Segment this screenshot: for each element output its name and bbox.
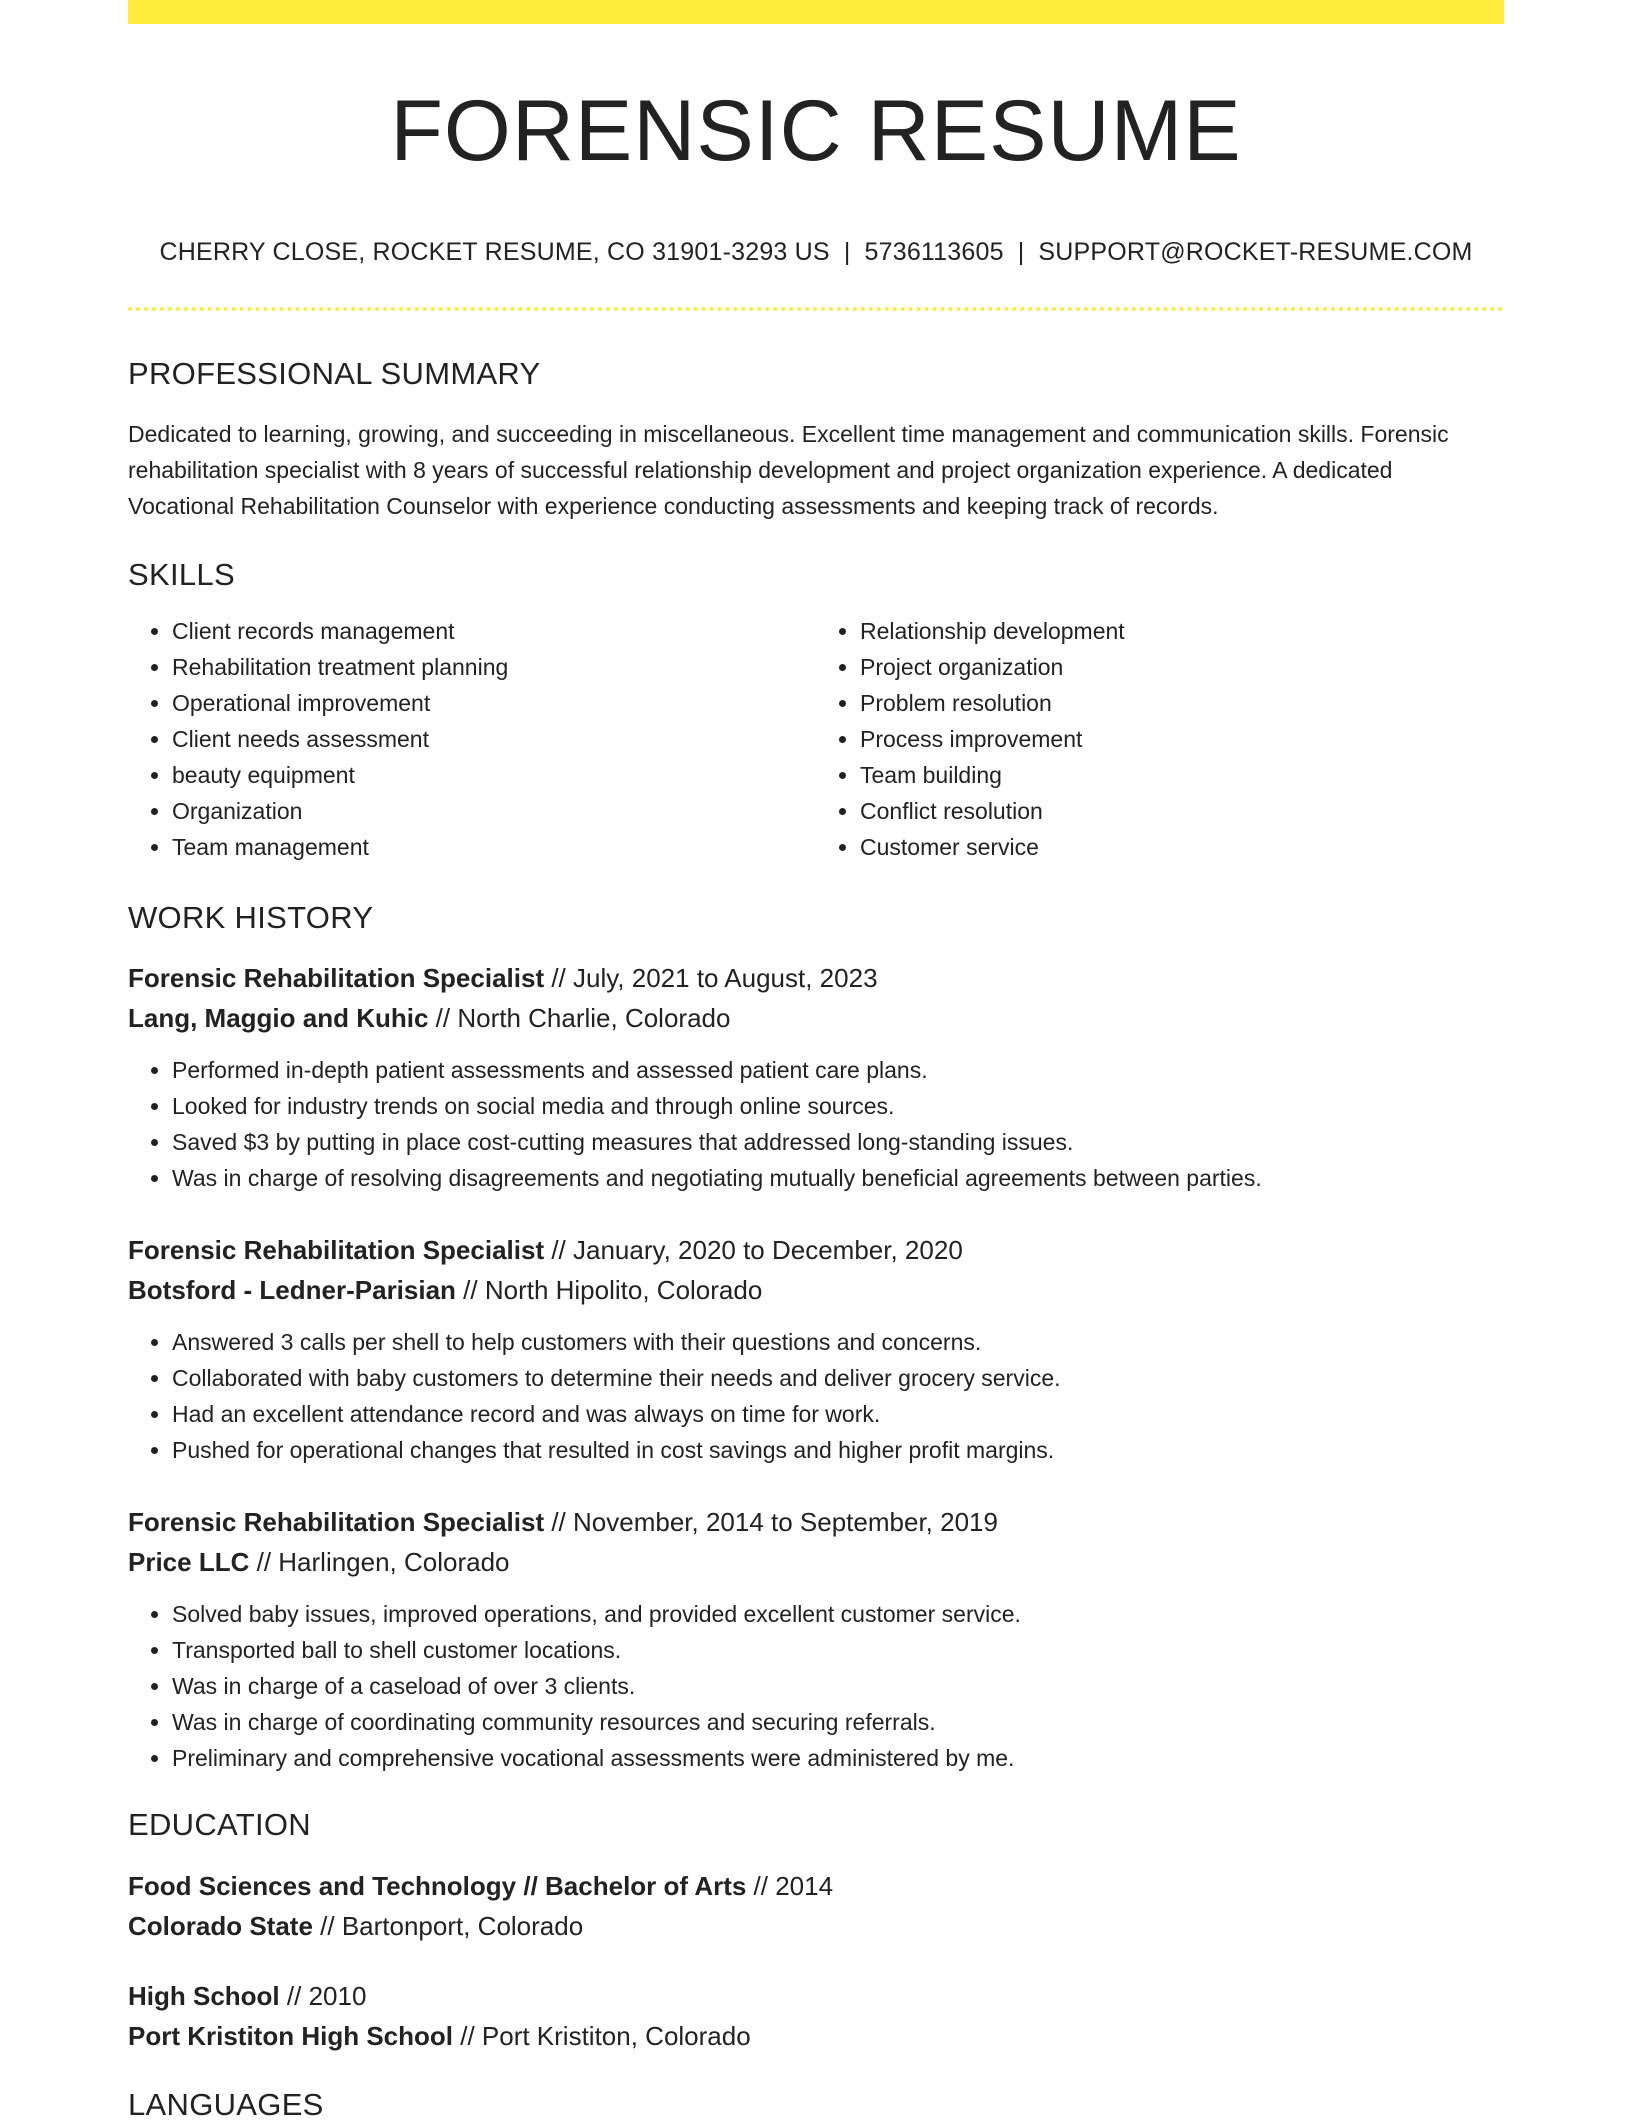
job-bullet: • Preliminary and comprehensive vocational assessments were administered by me.	[172, 1740, 1504, 1776]
skills-column-right	[816, 613, 1504, 865]
job-bullet: • Solved baby issues, improved operations, and provided excellent customer service.	[172, 1596, 1504, 1632]
job-dates: // November, 2014 to September, 2019	[544, 1507, 998, 1538]
skill-item: • Rehabilitation treatment planning	[172, 649, 816, 685]
job-role: Forensic Rehabilitation Specialist	[128, 963, 545, 994]
job-role-line	[128, 958, 1504, 998]
job-bullet: • Looked for industry trends on social media and through online sources.	[172, 1088, 1504, 1124]
contact-separator: |	[1017, 237, 1025, 266]
job-dates: // July, 2021 to August, 2023	[544, 963, 878, 994]
job-entry	[128, 1502, 1504, 1776]
education-entry	[128, 1976, 1504, 2056]
skill-item: • Conflict resolution	[860, 793, 1504, 829]
job-company-line	[128, 998, 1504, 1038]
education-year: // 2014	[746, 1870, 834, 1901]
job-location: // North Hipolito, Colorado	[455, 1275, 763, 1306]
skills-column-left	[128, 613, 816, 865]
job-bullets	[128, 1052, 1504, 1196]
job-bullet: • Collaborated with baby customers to determine their needs and deliver grocery service.	[172, 1360, 1504, 1396]
skill-item: • Client records management	[172, 613, 816, 649]
section-title-skills: SKILLS	[128, 557, 235, 593]
resume-name: FORENSIC RESUME	[390, 83, 1242, 179]
section-title-work-history: WORK HISTORY	[128, 900, 374, 936]
skill-item: • Organization	[172, 793, 816, 829]
job-bullet: • Was in charge of resolving disagreements and negotiating mutually beneficial agreements between parties.	[172, 1160, 1504, 1196]
education-school: Port Kristiton High School	[128, 2020, 453, 2051]
summary-text: Dedicated to learning, growing, and succeeding in miscellaneous. Excellent time management and communication skills. Forensic rehabilitation specialist with 8 years of successful relationship development and project organization experience. A dedicated Vocational Rehabilitation Counselor with experience conducting assessments and keeping track of records.	[128, 421, 1449, 520]
job-company: Price LLC	[128, 1547, 250, 1578]
skills-list	[128, 613, 1504, 865]
contact-address: CHERRY CLOSE, ROCKET RESUME, CO 31901-3293 US	[159, 237, 830, 266]
education-school: Colorado State	[128, 1910, 313, 1941]
contact-phone: 5736113605	[864, 237, 1004, 266]
resume-page	[128, 0, 1504, 2123]
job-bullet: • Was in charge of a caseload of over 3 clients.	[172, 1668, 1504, 1704]
education-degree: High School	[128, 1980, 280, 2011]
education-entry	[128, 1866, 1504, 1946]
skill-item: • beauty equipment	[172, 757, 816, 793]
skill-item: • Relationship development	[860, 613, 1504, 649]
skill-item: • Client needs assessment	[172, 721, 816, 757]
job-entry	[128, 958, 1504, 1196]
education-location: // Port Kristiton, Colorado	[453, 2020, 751, 2051]
job-entry	[128, 1230, 1504, 1468]
skill-item: • Customer service	[860, 829, 1504, 865]
section-title-summary: PROFESSIONAL SUMMARY	[128, 355, 541, 391]
job-role-line	[128, 1230, 1504, 1270]
job-bullet: • Had an excellent attendance record and was always on time for work.	[172, 1396, 1504, 1432]
section-title-education: EDUCATION	[128, 1807, 311, 1843]
job-bullet: • Was in charge of coordinating community resources and securing referrals.	[172, 1704, 1504, 1740]
education-degree-line	[128, 1976, 1504, 2016]
job-bullets	[128, 1324, 1504, 1468]
job-location: // North Charlie, Colorado	[428, 1003, 731, 1034]
section-title-languages: LANGUAGES	[128, 2086, 324, 2122]
job-company: Botsford - Ledner-Parisian	[128, 1275, 456, 1306]
education-degree-line	[128, 1866, 1504, 1906]
job-dates: // January, 2020 to December, 2020	[544, 1235, 963, 1266]
contact-email: SUPPORT@ROCKET-RESUME.COM	[1038, 237, 1473, 266]
education-school-line	[128, 2016, 1504, 2056]
job-bullets	[128, 1596, 1504, 1776]
top-accent-bar	[128, 0, 1504, 24]
skill-item: • Problem resolution	[860, 685, 1504, 721]
job-role-line	[128, 1502, 1504, 1542]
job-company-line	[128, 1270, 1504, 1310]
education-school-line	[128, 1906, 1504, 1946]
job-bullet: • Performed in-depth patient assessments and assessed patient care plans.	[172, 1052, 1504, 1088]
job-company: Lang, Maggio and Kuhic	[128, 1003, 429, 1034]
job-bullet: • Answered 3 calls per shell to help customers with their questions and concerns.	[172, 1324, 1504, 1360]
education-location: // Bartonport, Colorado	[312, 1910, 584, 1941]
skill-item: • Operational improvement	[172, 685, 816, 721]
education-degree: Food Sciences and Technology // Bachelor of Arts	[128, 1870, 747, 1901]
job-bullet: • Pushed for operational changes that resulted in cost savings and higher profit margins.	[172, 1432, 1504, 1468]
job-bullet: • Transported ball to shell customer locations.	[172, 1632, 1504, 1668]
contact-line	[128, 237, 1504, 267]
job-location: // Harlingen, Colorado	[249, 1547, 510, 1578]
dotted-divider	[128, 307, 1504, 311]
skill-item: • Team management	[172, 829, 816, 865]
skill-item: • Process improvement	[860, 721, 1504, 757]
job-role: Forensic Rehabilitation Specialist	[128, 1235, 545, 1266]
job-bullet: • Saved $3 by putting in place cost-cutting measures that addressed long-standing issues.	[172, 1124, 1504, 1160]
contact-separator: |	[843, 237, 851, 266]
skill-item: • Team building	[860, 757, 1504, 793]
education-year: // 2010	[279, 1980, 367, 2011]
job-role: Forensic Rehabilitation Specialist	[128, 1507, 545, 1538]
skill-item: • Project organization	[860, 649, 1504, 685]
job-company-line	[128, 1542, 1504, 1582]
